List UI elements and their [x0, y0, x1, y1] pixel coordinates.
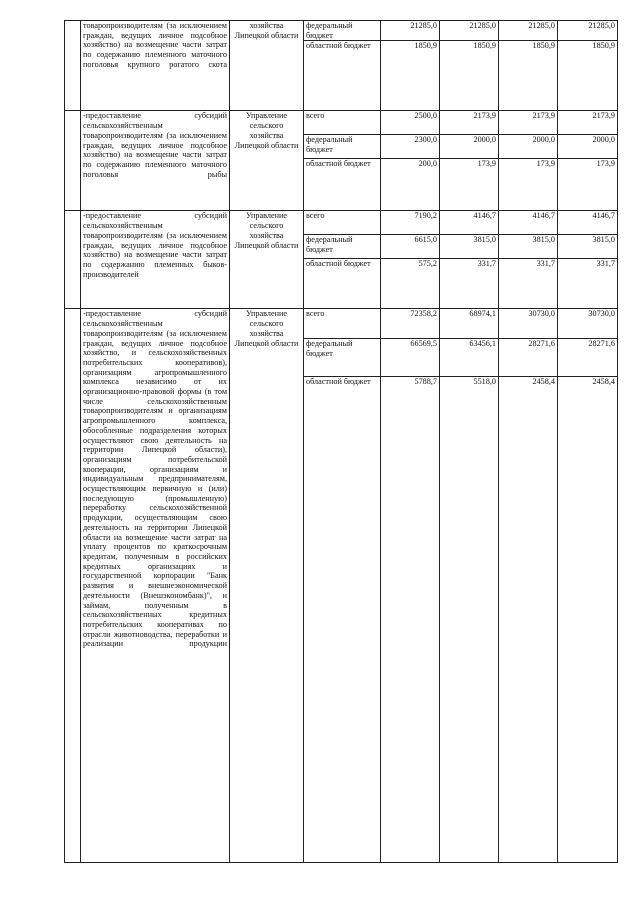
value-cell: 28271,6 — [499, 339, 558, 377]
funding-source: федеральный бюджет — [304, 339, 381, 377]
value-cell: 21285,0 — [381, 21, 440, 41]
value-cell: 6615,0 — [381, 235, 440, 259]
value-cell: 21285,0 — [499, 21, 558, 41]
value-cell: 3815,0 — [558, 235, 618, 259]
value-cell: 173,9 — [558, 159, 618, 211]
funding-source: областной бюджет — [304, 259, 381, 309]
funding-source: всего — [304, 309, 381, 339]
value-cell: 1850,9 — [499, 41, 558, 111]
value-cell: 575,2 — [381, 259, 440, 309]
value-cell: 173,9 — [499, 159, 558, 211]
value-cell: 21285,0 — [558, 21, 618, 41]
budget-table — [64, 20, 618, 863]
value-cell: 331,7 — [440, 259, 499, 309]
row-number-cell — [65, 211, 81, 309]
value-cell: 3815,0 — [440, 235, 499, 259]
table-row — [65, 309, 618, 339]
executor-cell: хозяйства Липецкой области — [230, 21, 304, 111]
funding-source: всего — [304, 211, 381, 235]
value-cell: 2300,0 — [381, 135, 440, 159]
value-cell: 30730,0 — [558, 309, 618, 339]
value-cell: 68974,1 — [440, 309, 499, 339]
table-row — [65, 111, 618, 135]
measure-description: -предоставление субсидий сельскохозяйственным товаропроизводителям (за исключением граждан, ведущих личное подсобное хозяйство, и сельскохозяйственных потребительских кооперативов), организациям агропромышленного комплекса независимо от их организационно-правовой формы (в том числе сельскохозяйственным товаропроизводителям и организациям агропромышленного комплекса, обособленные подразделения которых осуществляют свою деятельность на территории Липецкой области), организациям потребительской кооперации, организациям и индивидуальным предпринимателям, осуществляющим первичную и (или) последующую (промышленную) переработку сельскохозяйственной продукции, осуществляющим свою деятельность на территории Липецкой области на возмещение части затрат на уплату процентов по краткосрочным кредитам, полученным в российских кредитных организациях и государственной корпорации "Банк развития и внешнеэкономической деятельности (Внешэкономбанк)", и займам, полученным в сельскохозяйственных кредитных потребительских кооперативах по отрасли животноводства, переработки и реализации продукции — [81, 309, 230, 863]
value-cell: 4146,7 — [440, 211, 499, 235]
value-cell: 2500,0 — [381, 111, 440, 135]
value-cell: 1850,9 — [558, 41, 618, 111]
measure-description: -предоставление субсидий сельскохозяйственным товаропроизводителям (за исключением граждан, ведущих личное подсобное хозяйство) на возмещение части затрат по содержанию племенного маточного поголовья рыбы — [81, 111, 230, 211]
value-cell: 7190,2 — [381, 211, 440, 235]
value-cell: 2458,4 — [499, 377, 558, 863]
funding-source: всего — [304, 111, 381, 135]
value-cell: 331,7 — [499, 259, 558, 309]
value-cell: 3815,0 — [499, 235, 558, 259]
value-cell: 331,7 — [558, 259, 618, 309]
funding-source: областной бюджет — [304, 159, 381, 211]
value-cell: 72358,2 — [381, 309, 440, 339]
row-number-cell — [65, 309, 81, 863]
value-cell: 63456,1 — [440, 339, 499, 377]
value-cell: 200,0 — [381, 159, 440, 211]
value-cell: 2458,4 — [558, 377, 618, 863]
table-row — [65, 211, 618, 235]
row-number-cell — [65, 111, 81, 211]
value-cell: 2000,0 — [499, 135, 558, 159]
value-cell: 2173,9 — [558, 111, 618, 135]
funding-source: федеральный бюджет — [304, 21, 381, 41]
executor-cell: Управление сельского хозяйства Липецкой области — [230, 309, 304, 863]
value-cell: 4146,7 — [558, 211, 618, 235]
value-cell: 5518,0 — [440, 377, 499, 863]
funding-source: областной бюджет — [304, 41, 381, 111]
value-cell: 66569,5 — [381, 339, 440, 377]
funding-source: федеральный бюджет — [304, 135, 381, 159]
value-cell: 1850,9 — [440, 41, 499, 111]
value-cell: 4146,7 — [499, 211, 558, 235]
value-cell: 2173,9 — [440, 111, 499, 135]
value-cell: 5788,7 — [381, 377, 440, 863]
value-cell: 173,9 — [440, 159, 499, 211]
value-cell: 2000,0 — [440, 135, 499, 159]
value-cell: 21285,0 — [440, 21, 499, 41]
row-number-cell — [65, 21, 81, 111]
executor-cell: Управление сельского хозяйства Липецкой области — [230, 111, 304, 211]
table-row — [65, 21, 618, 41]
funding-source: федеральный бюджет — [304, 235, 381, 259]
measure-description: -предоставление субсидий сельскохозяйственным товаропроизводителям (за исключением граждан, ведущих личное подсобное хозяйство) на возмещение части затрат по содержанию племенных быков-производителей — [81, 211, 230, 309]
funding-source: областной бюджет — [304, 377, 381, 863]
value-cell: 1850,9 — [381, 41, 440, 111]
value-cell: 2173,9 — [499, 111, 558, 135]
executor-cell: Управление сельского хозяйства Липецкой области — [230, 211, 304, 309]
value-cell: 2000,0 — [558, 135, 618, 159]
value-cell: 28271,6 — [558, 339, 618, 377]
measure-description: товаропроизводителям (за исключением граждан, ведущих личное подсобное хозяйство) на возмещение части затрат по содержанию племенного маточного поголовья крупного рогатого скота — [81, 21, 230, 111]
value-cell: 30730,0 — [499, 309, 558, 339]
